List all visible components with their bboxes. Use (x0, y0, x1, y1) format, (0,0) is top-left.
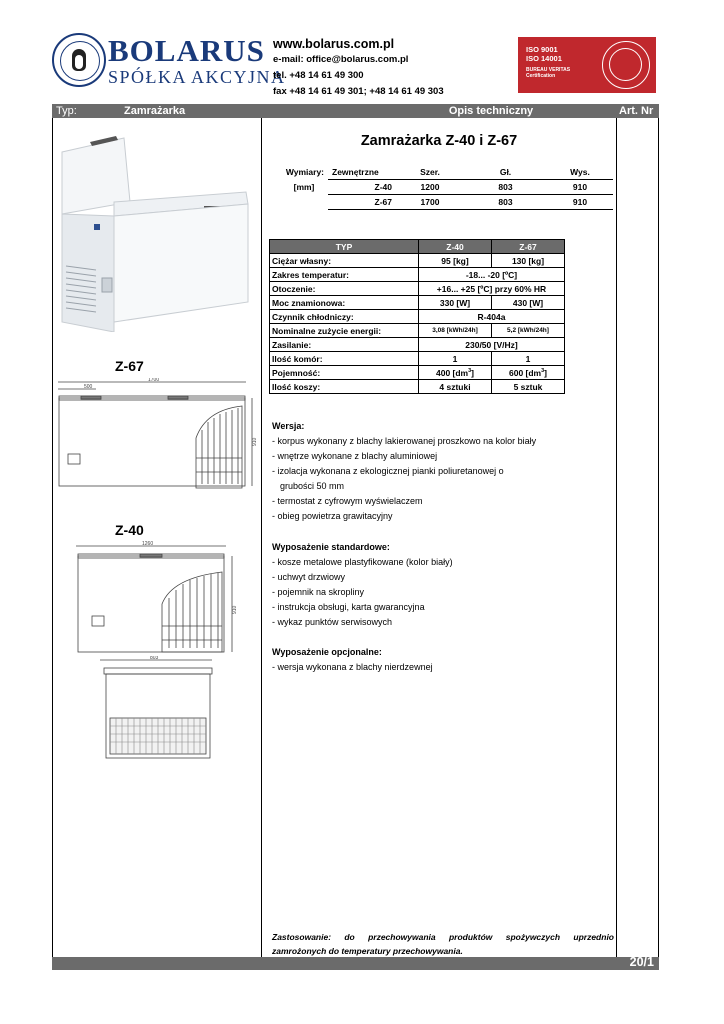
iso-14001: ISO 14001 (526, 54, 562, 63)
z40-dim-1260: 1260 (142, 541, 154, 547)
list-item: - wykaz punktów serwisowych (272, 617, 393, 627)
standard-heading: Wyposażenie standardowe: (272, 542, 390, 552)
standard-equipment-section (272, 540, 453, 630)
bottom-bar (52, 957, 659, 970)
model-label-z40: Z-40 (115, 522, 144, 538)
contact-block (273, 36, 444, 100)
list-item: grubości 50 mm (280, 481, 345, 491)
title-bar (52, 104, 659, 118)
type-label: Typ: (56, 105, 77, 117)
dims-model: Z-67 (328, 195, 396, 210)
spec-label: Otoczenie: (270, 282, 419, 296)
frame-divider-right (616, 118, 617, 958)
website-link[interactable]: www.bolarus.com.pl (273, 37, 395, 51)
z40-dim-910: 910 (232, 605, 238, 614)
iso-9001: ISO 9001 (526, 45, 558, 54)
brand-name: BOLARUS (108, 33, 265, 68)
spec-value (492, 366, 565, 380)
specs-hdr-z67: Z-67 (492, 240, 565, 254)
version-heading: Wersja: (272, 421, 305, 431)
product-photo (56, 132, 256, 332)
version-section (272, 419, 536, 524)
spec-value: 430 [W] (492, 296, 565, 310)
z67-dim-910: 910 (252, 437, 258, 446)
spec-label: Czynnik chłodniczy: (270, 310, 419, 324)
table-row (280, 195, 613, 210)
spec-label: Moc znamionowa: (270, 296, 419, 310)
spec-label: Zakres temperatur: (270, 268, 419, 282)
cap-a-text: 400 [dm (435, 367, 469, 378)
spec-label: Ilość koszy: (270, 380, 419, 394)
spec-label: Zasilanie: (270, 338, 419, 352)
z40-technical-drawing (70, 540, 240, 660)
list-item: - pojemnik na skropliny (272, 587, 365, 597)
z67-dim-1700: 1700 (148, 378, 160, 383)
cap-close: ] (471, 367, 475, 378)
specs-hdr-z40: Z-40 (419, 240, 492, 254)
page-title: Zamrażarka Z-40 i Z-67 (360, 133, 518, 149)
email-line[interactable]: e-mail: office@bolarus.com.pl (273, 54, 409, 65)
type-value: Zamrażarka (124, 105, 186, 117)
dims-height: 910 (547, 195, 613, 210)
list-item: - izolacja wykonana z ekologicznej pianki poliuretanowej o (272, 466, 504, 476)
list-item: - wersja wykonana z blachy nierdzewnej (272, 662, 433, 672)
dims-depth: 803 (464, 180, 547, 195)
section-title: Opis techniczny (448, 105, 534, 117)
table-row (270, 366, 565, 380)
dims-unit: [mm] (293, 182, 315, 192)
spec-value: 330 [W] (419, 296, 492, 310)
frame-divider (261, 118, 262, 958)
list-item: - obieg powietrza grawitacyjny (272, 511, 393, 521)
spec-value: 1 (492, 352, 565, 366)
dims-depth: 803 (464, 195, 547, 210)
page-number: 20/1 (629, 955, 654, 969)
dims-col-width: Szer. (396, 165, 464, 180)
table-row (270, 310, 565, 324)
z40-dim-803: 803 (150, 656, 159, 661)
list-item: - instrukcja obsługi, karta gwarancyjna (272, 602, 425, 612)
dims-label: Wymiary: (285, 167, 324, 178)
frame-right (658, 118, 659, 958)
z67-technical-drawing (56, 378, 260, 498)
optional-heading: Wyposażenie opcjonalne: (272, 647, 382, 657)
cap-sup: 3 (541, 367, 545, 374)
spec-value: +16... +25 [ºC] przy 60% HR (419, 282, 565, 296)
bolarus-seal-logo (52, 33, 106, 87)
spec-label: Ilość komór: (270, 352, 419, 366)
list-item: - wnętrze wykonane z blachy aluminiowej (272, 451, 438, 461)
spec-value: 5,2 [kWh/24h] (492, 324, 565, 338)
dims-width: 1200 (396, 180, 464, 195)
dimensions-table (280, 165, 613, 210)
cap-sup: 3 (468, 367, 472, 374)
tel-line: tel. +48 14 61 49 300 (273, 70, 364, 81)
spec-value: 4 sztuki (419, 380, 492, 394)
spec-label: Pojemność: (270, 366, 419, 380)
cap-close: ] (544, 367, 548, 378)
spec-value: 3,08 [kWh/24h] (419, 324, 492, 338)
brand-subtitle: SPÓŁKA AKCYJNA (108, 67, 286, 87)
dims-height: 910 (547, 180, 613, 195)
specs-hdr-type: TYP (270, 240, 419, 254)
spec-value (419, 366, 492, 380)
spec-value: 130 [kg] (492, 254, 565, 268)
table-row (270, 352, 565, 366)
frame-left (52, 118, 53, 958)
fax-line: fax +48 14 61 49 301; +48 14 61 49 303 (273, 86, 444, 97)
table-row (270, 380, 565, 394)
table-row (280, 180, 613, 195)
bureau-veritas-label: BUREAU VERITAS (526, 67, 571, 73)
spec-value: 1 (419, 352, 492, 366)
list-item: - uchwyt drzwiowy (272, 572, 346, 582)
model-label-z67: Z-67 (115, 358, 144, 374)
list-item: - termostat z cyfrowym wyświelaczem (272, 496, 423, 506)
spec-value: 230/50 [V/Hz] (419, 338, 565, 352)
spec-value: -18... -20 [ºC] (419, 268, 565, 282)
usage-note: Zastosowanie: do przechowywania produktów spożywczych uprzednio zamrożonych do temperatury przechowywania. (272, 932, 614, 956)
dims-model: Z-40 (328, 180, 396, 195)
spec-value: 95 [kg] (419, 254, 492, 268)
list-item: - kosze metalowe plastyfikowane (kolor biały) (272, 557, 453, 567)
dims-col-depth: Gł. (464, 165, 547, 180)
bureau-veritas-seal-icon (602, 41, 650, 89)
spec-value: R-404a (419, 310, 565, 324)
spec-label: Nominalne zużycie energii: (270, 324, 419, 338)
z40-side-drawing (96, 656, 226, 764)
dims-col-height: Wys. (547, 165, 613, 180)
z67-dim-500: 500 (84, 384, 93, 390)
list-item: - korpus wykonany z blachy lakierowanej proszkowo na kolor biały (272, 436, 537, 446)
table-row (270, 324, 565, 338)
iso-certification-badge (518, 37, 656, 93)
table-row (270, 282, 565, 296)
certification-label: Certification (526, 73, 556, 79)
table-row (270, 254, 565, 268)
table-row (270, 296, 565, 310)
spec-label: Ciężar własny: (270, 254, 419, 268)
art-nr-label: Art. Nr (619, 105, 654, 117)
optional-equipment-section (272, 645, 433, 675)
dims-width: 1700 (396, 195, 464, 210)
table-row (270, 268, 565, 282)
cap-b-text: 600 [dm (508, 367, 542, 378)
spec-value: 5 sztuk (492, 380, 565, 394)
table-row (270, 338, 565, 352)
dims-col-ext: Zewnętrzne (328, 165, 396, 180)
specs-table (269, 239, 565, 394)
